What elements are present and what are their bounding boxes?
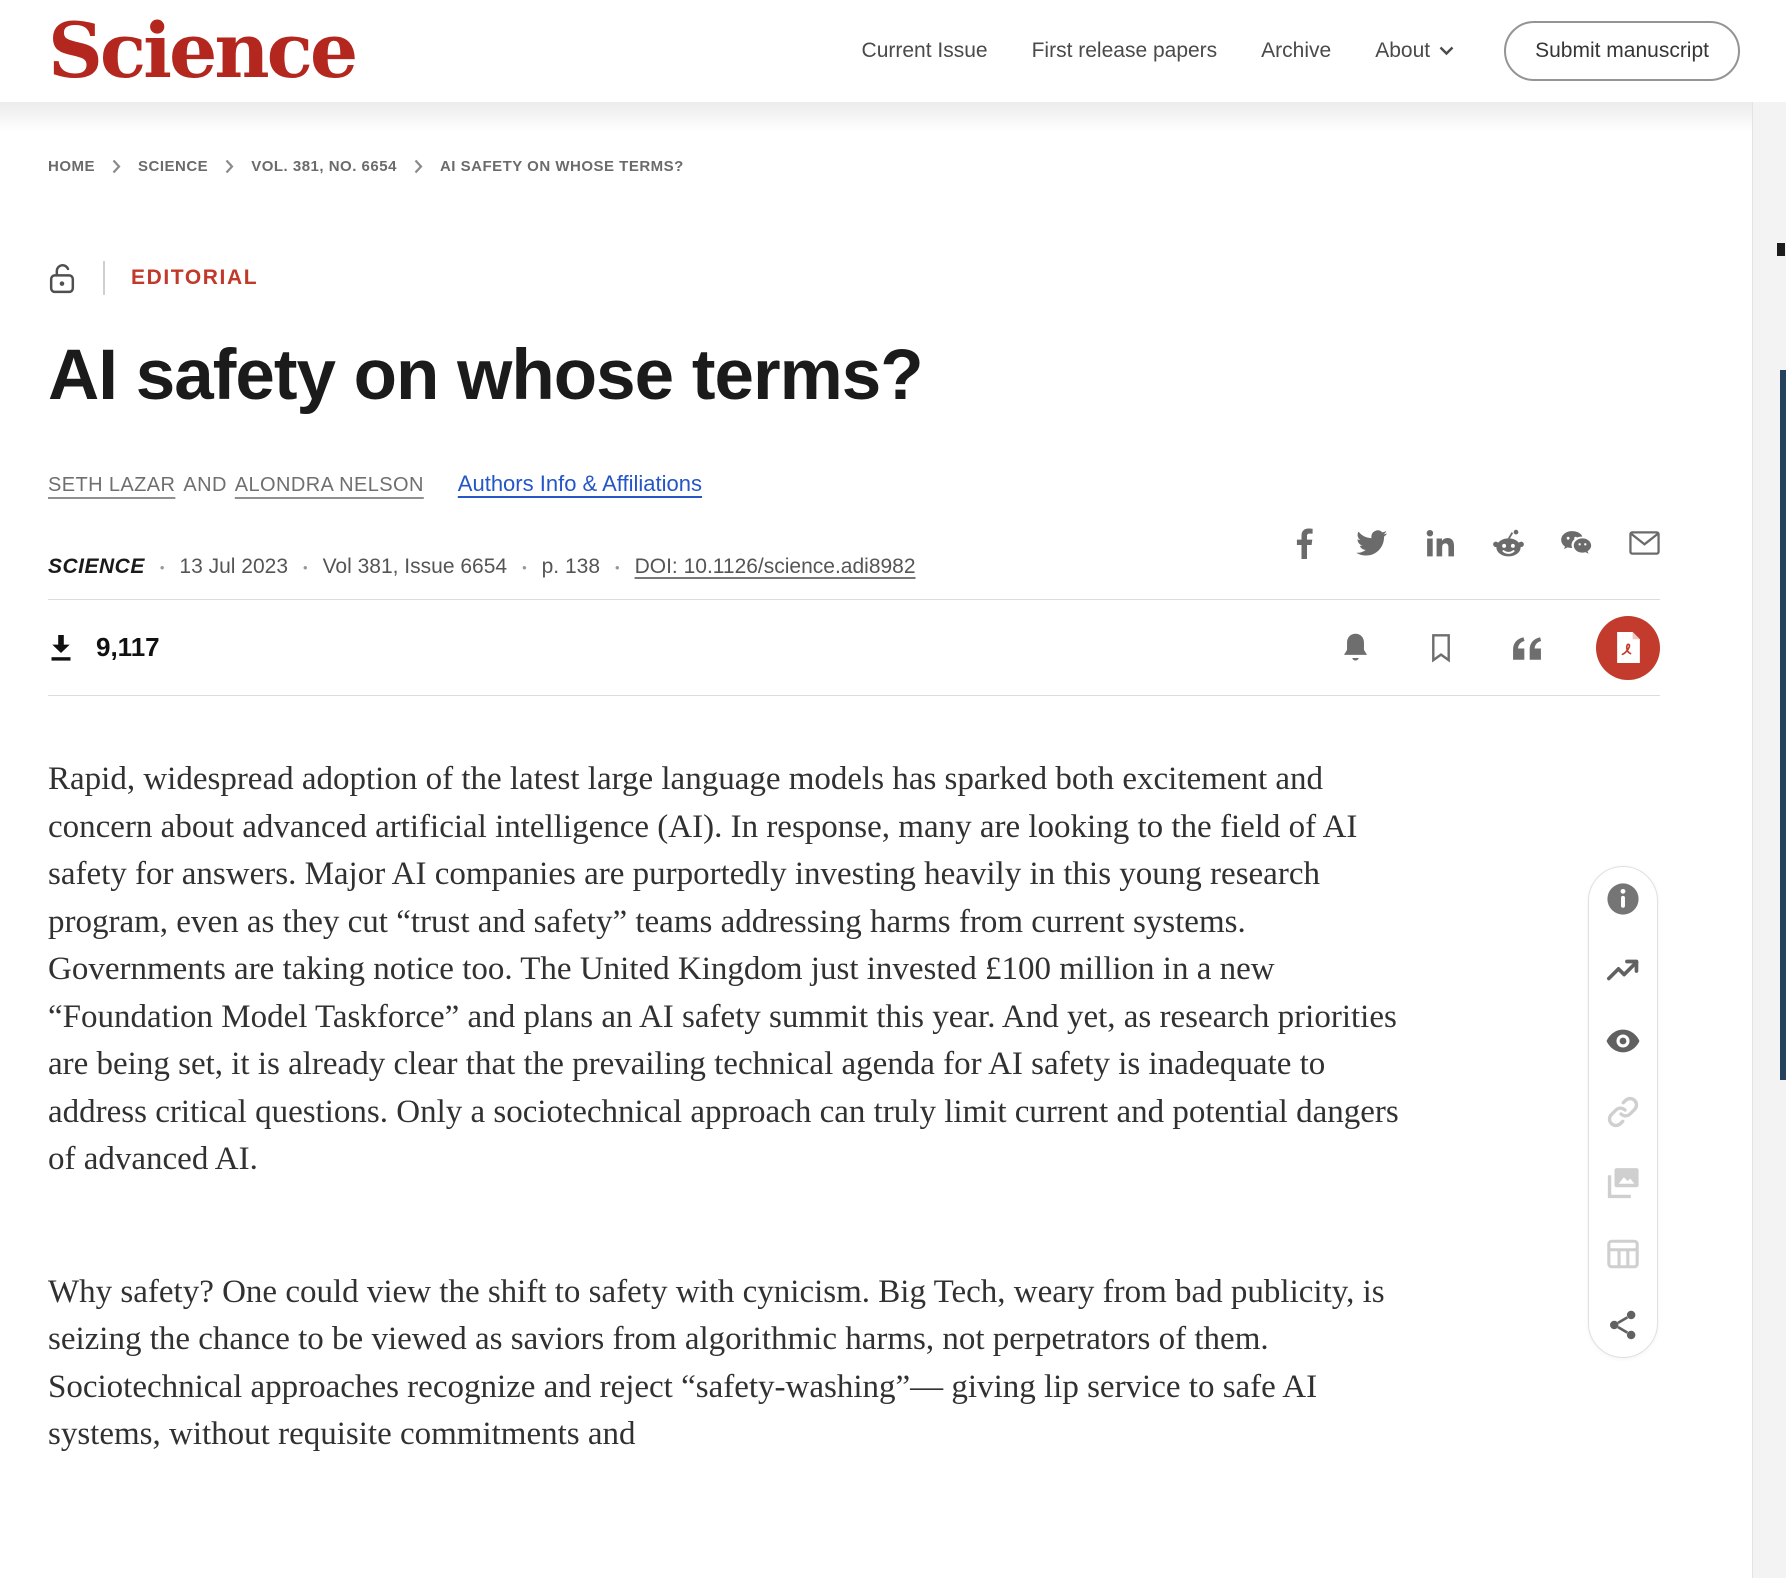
volume-issue: Vol 381, Issue 6654 [322, 555, 508, 578]
article-action-bar [48, 599, 1660, 696]
downloads-metric[interactable] [48, 632, 160, 663]
doi-link[interactable]: DOI: 10.1126/science.adi8982 [634, 555, 916, 578]
article-category-label: EDITORIAL [131, 266, 259, 289]
publish-date: 13 Jul 2023 [179, 555, 289, 578]
breadcrumb-current-page: AI SAFETY ON WHOSE TERMS? [439, 158, 684, 175]
journal-name: SCIENCE [48, 555, 145, 578]
link-icon[interactable] [1606, 1095, 1640, 1129]
breadcrumb-science[interactable]: SCIENCE [138, 158, 209, 175]
chevron-down-icon [1439, 46, 1454, 56]
email-icon[interactable] [1628, 527, 1660, 559]
scrollbar-track[interactable] [1752, 102, 1786, 1578]
facebook-icon[interactable] [1288, 527, 1320, 559]
pdf-download-button[interactable] [1596, 616, 1660, 680]
meta-separator: • [303, 559, 308, 575]
social-share-row [1288, 527, 1660, 559]
page-number: p. 138 [541, 555, 601, 578]
nav-archive[interactable]: Archive [1261, 39, 1332, 62]
submit-manuscript-button[interactable]: Submit manuscript [1504, 21, 1740, 81]
nav-current-issue[interactable]: Current Issue [861, 39, 988, 62]
twitter-icon[interactable] [1356, 527, 1388, 559]
share-icon[interactable] [1606, 1308, 1640, 1342]
category-row [48, 261, 1786, 295]
pdf-file-icon [1616, 632, 1641, 663]
nav-about-label: About [1375, 39, 1431, 62]
site-header [0, 0, 1786, 102]
media-icon[interactable] [1606, 1166, 1640, 1200]
meta-separator: • [615, 559, 620, 575]
chevron-right-icon [112, 159, 121, 174]
alerts-bell-icon[interactable] [1338, 631, 1372, 665]
chevron-right-icon [225, 159, 234, 174]
cite-quotes-icon[interactable] [1510, 631, 1544, 665]
information-icon[interactable] [1606, 882, 1640, 916]
breadcrumb [0, 102, 1786, 175]
scrollbar-thumb[interactable] [1780, 370, 1786, 1080]
breadcrumb-home[interactable]: HOME [48, 158, 95, 175]
article-title: AI safety on whose terms? [48, 336, 923, 415]
reddit-icon[interactable] [1492, 527, 1524, 559]
wechat-icon[interactable] [1560, 527, 1592, 559]
nav-about[interactable] [1375, 39, 1454, 63]
paragraph: Why safety? One could view the shift to safety with cynicism. Big Tech, weary from bad publicity, is seizing the chance to be viewed as saviors from algorithmic harms, not perpetrators of them. Sociotechnical approaches recognize and reject “safety-washing”— giving lip service to safe AI systems, without requisite commitments and [48, 1273, 1385, 1452]
authors-info-affiliations-link[interactable]: Authors Info & Affiliations [457, 471, 702, 496]
meta-separator: • [159, 559, 165, 575]
article-body [48, 756, 1426, 1459]
bookmark-icon[interactable] [1424, 631, 1458, 665]
downloads-count: 9,117 [96, 632, 160, 662]
authors-conjunction: AND [183, 474, 227, 496]
unlocked-padlock-icon [48, 262, 77, 295]
linkedin-icon[interactable] [1424, 527, 1456, 559]
authors-row [48, 471, 1786, 497]
floating-side-toolbar [1588, 866, 1658, 1358]
chevron-right-icon [414, 159, 423, 174]
article-main [0, 261, 1786, 1459]
action-bar-buttons [1338, 616, 1660, 680]
nav-first-release-papers[interactable]: First release papers [1031, 39, 1218, 62]
paragraph: Rapid, widespread adoption of the latest large language models has sparked both excitement and concern about advanced artificial intelligence (AI). In response, many are looking to the field of AI safety for answers. Major AI companies are purportedly investing heavily in this young research program, even as they cut “trust and safety” teams addressing harms from current systems. Governments are taking notice too. The United Kingdom just invested £100 million in a new “Foundation Model Taskforce” and plans an AI safety summit this year. And yet, as research priorities are being set, it is already clear that the prevailing technical agenda for AI safety is inadequate to address critical questions. Only a sociotechnical approach can truly limit current and potential dangers of advanced AI. [48, 761, 1399, 1177]
vertical-divider [103, 261, 105, 295]
meta-separator: • [522, 559, 527, 575]
scrollbar-marker [1777, 243, 1785, 256]
metrics-icon[interactable] [1606, 953, 1640, 987]
tables-icon[interactable] [1606, 1237, 1640, 1271]
preview-eye-icon[interactable] [1606, 1024, 1640, 1058]
science-logo[interactable]: Science [48, 6, 356, 95]
breadcrumb-volume[interactable]: VOL. 381, NO. 6654 [251, 158, 397, 175]
author-link[interactable]: SETH LAZAR [48, 474, 176, 496]
author-link[interactable]: ALONDRA NELSON [234, 474, 424, 496]
download-icon [48, 634, 74, 662]
main-nav [862, 21, 1740, 81]
